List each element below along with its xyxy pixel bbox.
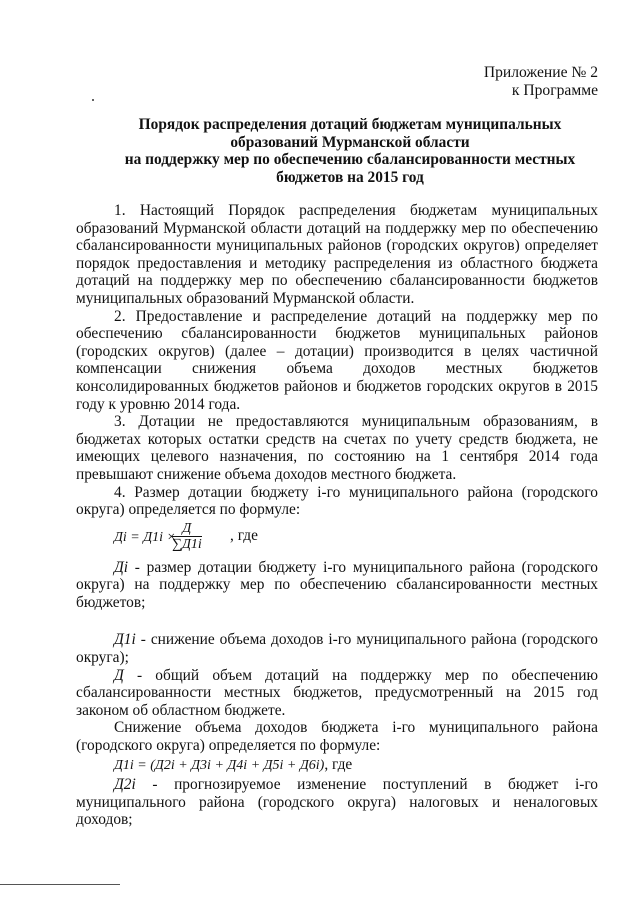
title-line-4: бюджетов на 2015 год <box>276 168 424 186</box>
appendix-note <box>484 64 598 100</box>
symbol-di: Дi <box>114 558 129 576</box>
appendix-number: Приложение № 2 <box>483 64 598 81</box>
formula-dotation <box>114 521 598 557</box>
document-title <box>120 116 580 186</box>
formula2-expression: Д1i = (Д2i + Д3i + Д4i + Д5i + Д6i) <box>114 757 325 773</box>
appendix-program: к Программе <box>511 82 598 99</box>
paragraph-3: 3. Дотации не предоставляются муниципальным образованиям, в бюджетах которых остатки средств на счетах по учету средств бюджета, не имеющих целевого назначения, по состоянию на 1 сентября 2014 года превышают снижение объема доходов местного бюджета. <box>76 413 598 483</box>
definition-d1i-text: - снижение объема доходов i-го муниципального района (городского округа); <box>76 631 598 667</box>
formula-fraction <box>172 521 202 553</box>
definition-d1i <box>76 631 598 666</box>
paragraph-4: 4. Размер дотации бюджету i-го муниципального района (городского округа) определяется по формуле: <box>76 483 598 519</box>
document-body <box>76 202 598 829</box>
definition-d-text: - общий объем дотаций на поддержку мер по обеспечению сбалансированности местных бюджетов, предусмотренный на 2015 год законом об областном бюджете. <box>76 666 598 719</box>
symbol-d: Д <box>114 666 124 684</box>
formula-lhs: Дi = Д1i × <box>114 529 176 545</box>
paragraph-2: 2. Предоставление и распределение дотаций на поддержку мер по обеспечению сбалансированности бюджетов муниципальных районов (городских округов) (далее – дотации) производится в целях частичной компенсации снижения объема доходов местных бюджетов консолидированных бюджетов районов и бюджетов городских округов в 2015 году к уровню 2014 года. <box>76 307 598 413</box>
formula2-where: , где <box>324 755 353 773</box>
title-line-2: образований Мурманской области <box>230 133 470 151</box>
paragraph-1: 1. Настоящий Порядок распределения бюджетам муниципальных образований Мурманской области дотаций на поддержку мер по обеспечению сбалансированности муниципальных районов (городских округов) определяет порядок предоставления и методику распределения из областного бюджета дотаций на поддержку мер по обеспечению сбалансированности бюджетов муниципальных образований Мурманской области. <box>76 202 598 307</box>
symbol-d1i: Д1i <box>114 631 136 649</box>
definition-d2i-text: - прогнозируемое изменение поступлений в бюджет i-го муниципального района (городского округа) налоговых и неналоговых доходов; <box>76 776 598 829</box>
definition-di <box>76 559 598 612</box>
definition-d2i <box>76 776 598 829</box>
definition-di-text: - размер дотации бюджету i-го муниципального района (городского округа) на поддержку мер по обеспечению сбалансированности местных бюджетов; <box>76 558 598 611</box>
formula-denominator: ∑Д1i <box>172 536 202 552</box>
spacer <box>76 611 598 631</box>
title-line-3: на поддержку мер по обеспечению сбалансированности местных <box>124 151 576 168</box>
symbol-d2i: Д2i <box>114 776 136 794</box>
footnote-rule <box>0 884 120 885</box>
definition-d <box>76 667 598 720</box>
formula-where: , где <box>230 526 258 544</box>
formula-numerator: Д <box>172 521 202 537</box>
paragraph-5: Снижение объема доходов бюджета i-го муниципального района (городского округа) определяется по формуле: <box>76 719 598 755</box>
title-line-1: Порядок распределения дотаций бюджетам муниципальных <box>138 116 562 133</box>
formula-income-decrease <box>114 756 598 775</box>
scan-speck <box>92 99 94 101</box>
